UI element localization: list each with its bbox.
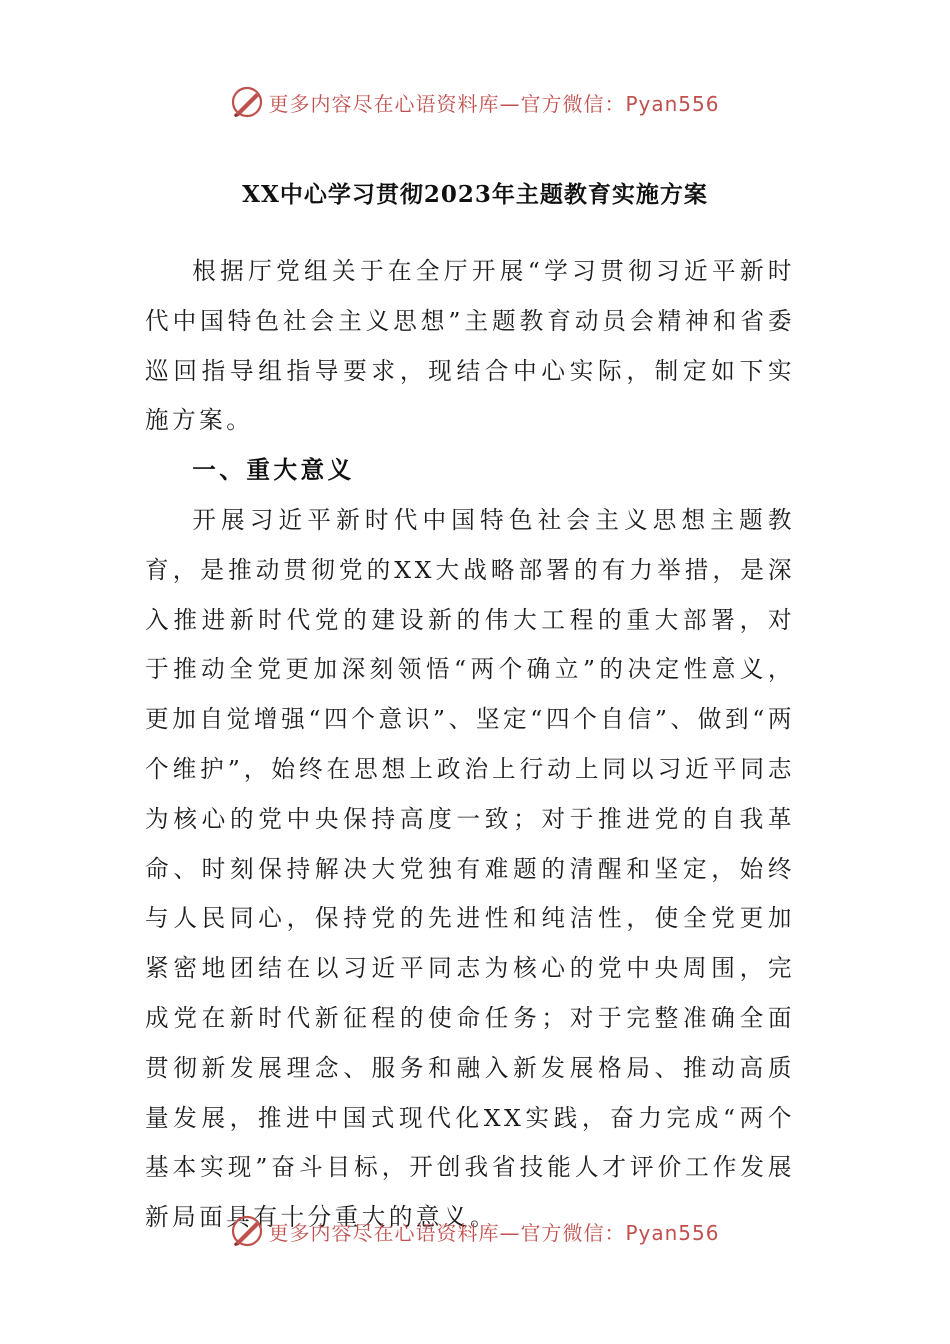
pen-logo-icon — [230, 1214, 264, 1248]
header-watermark-banner — [0, 82, 950, 122]
footer-watermark-banner — [0, 1211, 950, 1251]
watermark-text: 更多内容尽在心语资料库—官方微信：Pyan556 — [268, 1220, 720, 1245]
pen-logo-icon — [230, 85, 264, 119]
watermark-text: 更多内容尽在心语资料库—官方微信：Pyan556 — [268, 91, 720, 116]
intro-paragraph: 根据厅党组关于在全厅开展“学习贯彻习近平新时代中国特色社会主义思想”主题教育动员会精神和省委巡回指导组指导要求，现结合中心实际，制定如下实施方案。 — [145, 257, 795, 435]
section-heading: 一、重大意义 — [192, 456, 355, 485]
document-body — [145, 247, 795, 1243]
document-title: XX中心学习贯彻2023年主题教育实施方案 — [242, 181, 708, 208]
section-paragraph: 开展习近平新时代中国特色社会主义思想主题教育，是推动贯彻党的XX大战略部署的有力举措，是深入推进新时代党的建设新的伟大工程的重大部署，对于推动全党更加深刻领悟“两个确立”的决定性意义，更加自觉增强“四个意识”、坚定“四个自信”、做到“两个维护”，始终在思想上政治上行动上同以习近平同志为核心的党中央保持高度一致；对于推进党的自我革命、时刻保持解决大党独有难题的清醒和坚定，始终与人民同心，保持党的先进性和纯洁性，使全党更加紧密地团结在以习近平同志为核心的党中央周围，完成党在新时代新征程的使命任务；对于完整准确全面贯彻新发展理念、服务和融入新发展格局、推动高质量发展，推进中国式现代化XX实践，奋力完成“两个基本实现”奋斗目标，开创我省技能人才评价工作发展新局面具有十分重大的意义。 — [145, 505, 795, 1232]
